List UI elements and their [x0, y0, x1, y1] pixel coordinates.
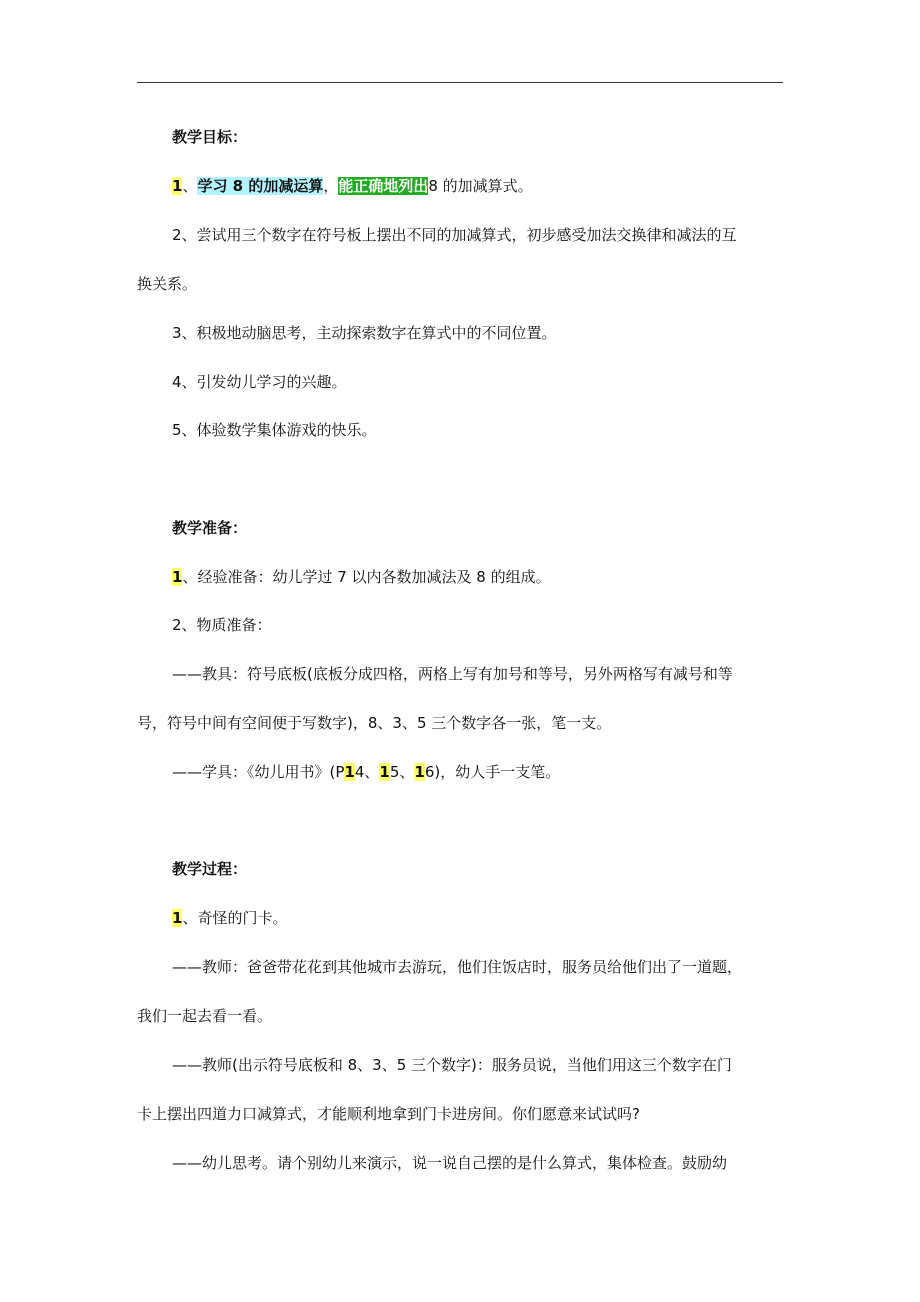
- text-segment: 6)，幼人手一支笔。: [424, 763, 561, 781]
- objectives-item-3: 3、积极地动脑思考，主动探索数字在算式中的不同位置。: [172, 324, 557, 342]
- item-text: 、经验准备：幼儿学过 7 以内各数加减法及 8 的组成。: [182, 568, 551, 586]
- process-paragraph-3-line-1: ——幼儿思考。请个别幼儿来演示，说一说自己摆的是什么算式，集体检查。鼓励幼: [172, 1154, 728, 1172]
- text-segment: 4、: [354, 763, 380, 781]
- page-digit-highlight: 1: [344, 763, 355, 781]
- comma: ，: [323, 177, 339, 195]
- item-number-highlight: 1: [172, 909, 183, 927]
- objectives-heading: 教学目标：: [172, 128, 248, 146]
- preparation-student-materials: [172, 761, 832, 783]
- page-digit-highlight: 1: [414, 763, 425, 781]
- item-number-highlight: 1: [172, 177, 183, 195]
- preparation-tools-line-2: 号，符号中间有空间便于写数字)，8、3、5 三个数字各一张，笔一支。: [137, 714, 612, 732]
- highlight-green-text: 能正确地列出: [338, 177, 429, 195]
- preparation-item-1: [172, 566, 832, 588]
- item-text: 、奇怪的门卡。: [182, 909, 288, 927]
- preparation-item-2: 2、物质准备：: [172, 616, 272, 634]
- process-paragraph-1-line-1: ——教师：爸爸带花花到其他城市去游玩，他们住饭店时，服务员给他们出了一道题，: [172, 958, 743, 976]
- objectives-item-4: 4、引发幼儿学习的兴趣。: [172, 373, 347, 391]
- text-segment: ——学具：《幼儿用书》(P: [172, 763, 345, 781]
- process-item-1: [172, 907, 832, 929]
- process-paragraph-1-line-2: 我们一起去看一看。: [137, 1007, 273, 1025]
- separator: 、: [182, 177, 198, 195]
- highlight-cyan-text: 学习 8 的加减运算: [197, 177, 324, 195]
- preparation-tools-line-1: ——教具：符号底板(底板分成四格，两格上写有加号和等号，另外两格写有减号和等: [172, 665, 733, 683]
- item-number-highlight: 1: [172, 568, 183, 586]
- preparation-heading: 教学准备：: [172, 519, 248, 537]
- objectives-item-2-line-1: 2、尝试用三个数字在符号板上摆出不同的加减算式，初步感受加法交换律和减法的互: [172, 226, 737, 244]
- header-rule: [137, 82, 783, 83]
- text-segment: 5、: [389, 763, 415, 781]
- process-paragraph-2-line-1: ——教师(出示符号底板和 8、3、5 三个数字)：服务员说，当他们用这三个数字在门: [172, 1056, 732, 1074]
- objectives-item-5: 5、体验数学集体游戏的快乐。: [172, 421, 377, 439]
- item-text: 8 的加减算式。: [428, 177, 533, 195]
- process-heading: 教学过程：: [172, 860, 248, 878]
- process-paragraph-2-line-2: 卡上摆出四道力口减算式，才能顺利地拿到门卡进房间。你们愿意来试试吗?: [137, 1105, 640, 1123]
- objectives-item-2-line-2: 换关系。: [137, 275, 198, 293]
- objectives-item-1: [172, 175, 832, 197]
- page-digit-highlight: 1: [379, 763, 390, 781]
